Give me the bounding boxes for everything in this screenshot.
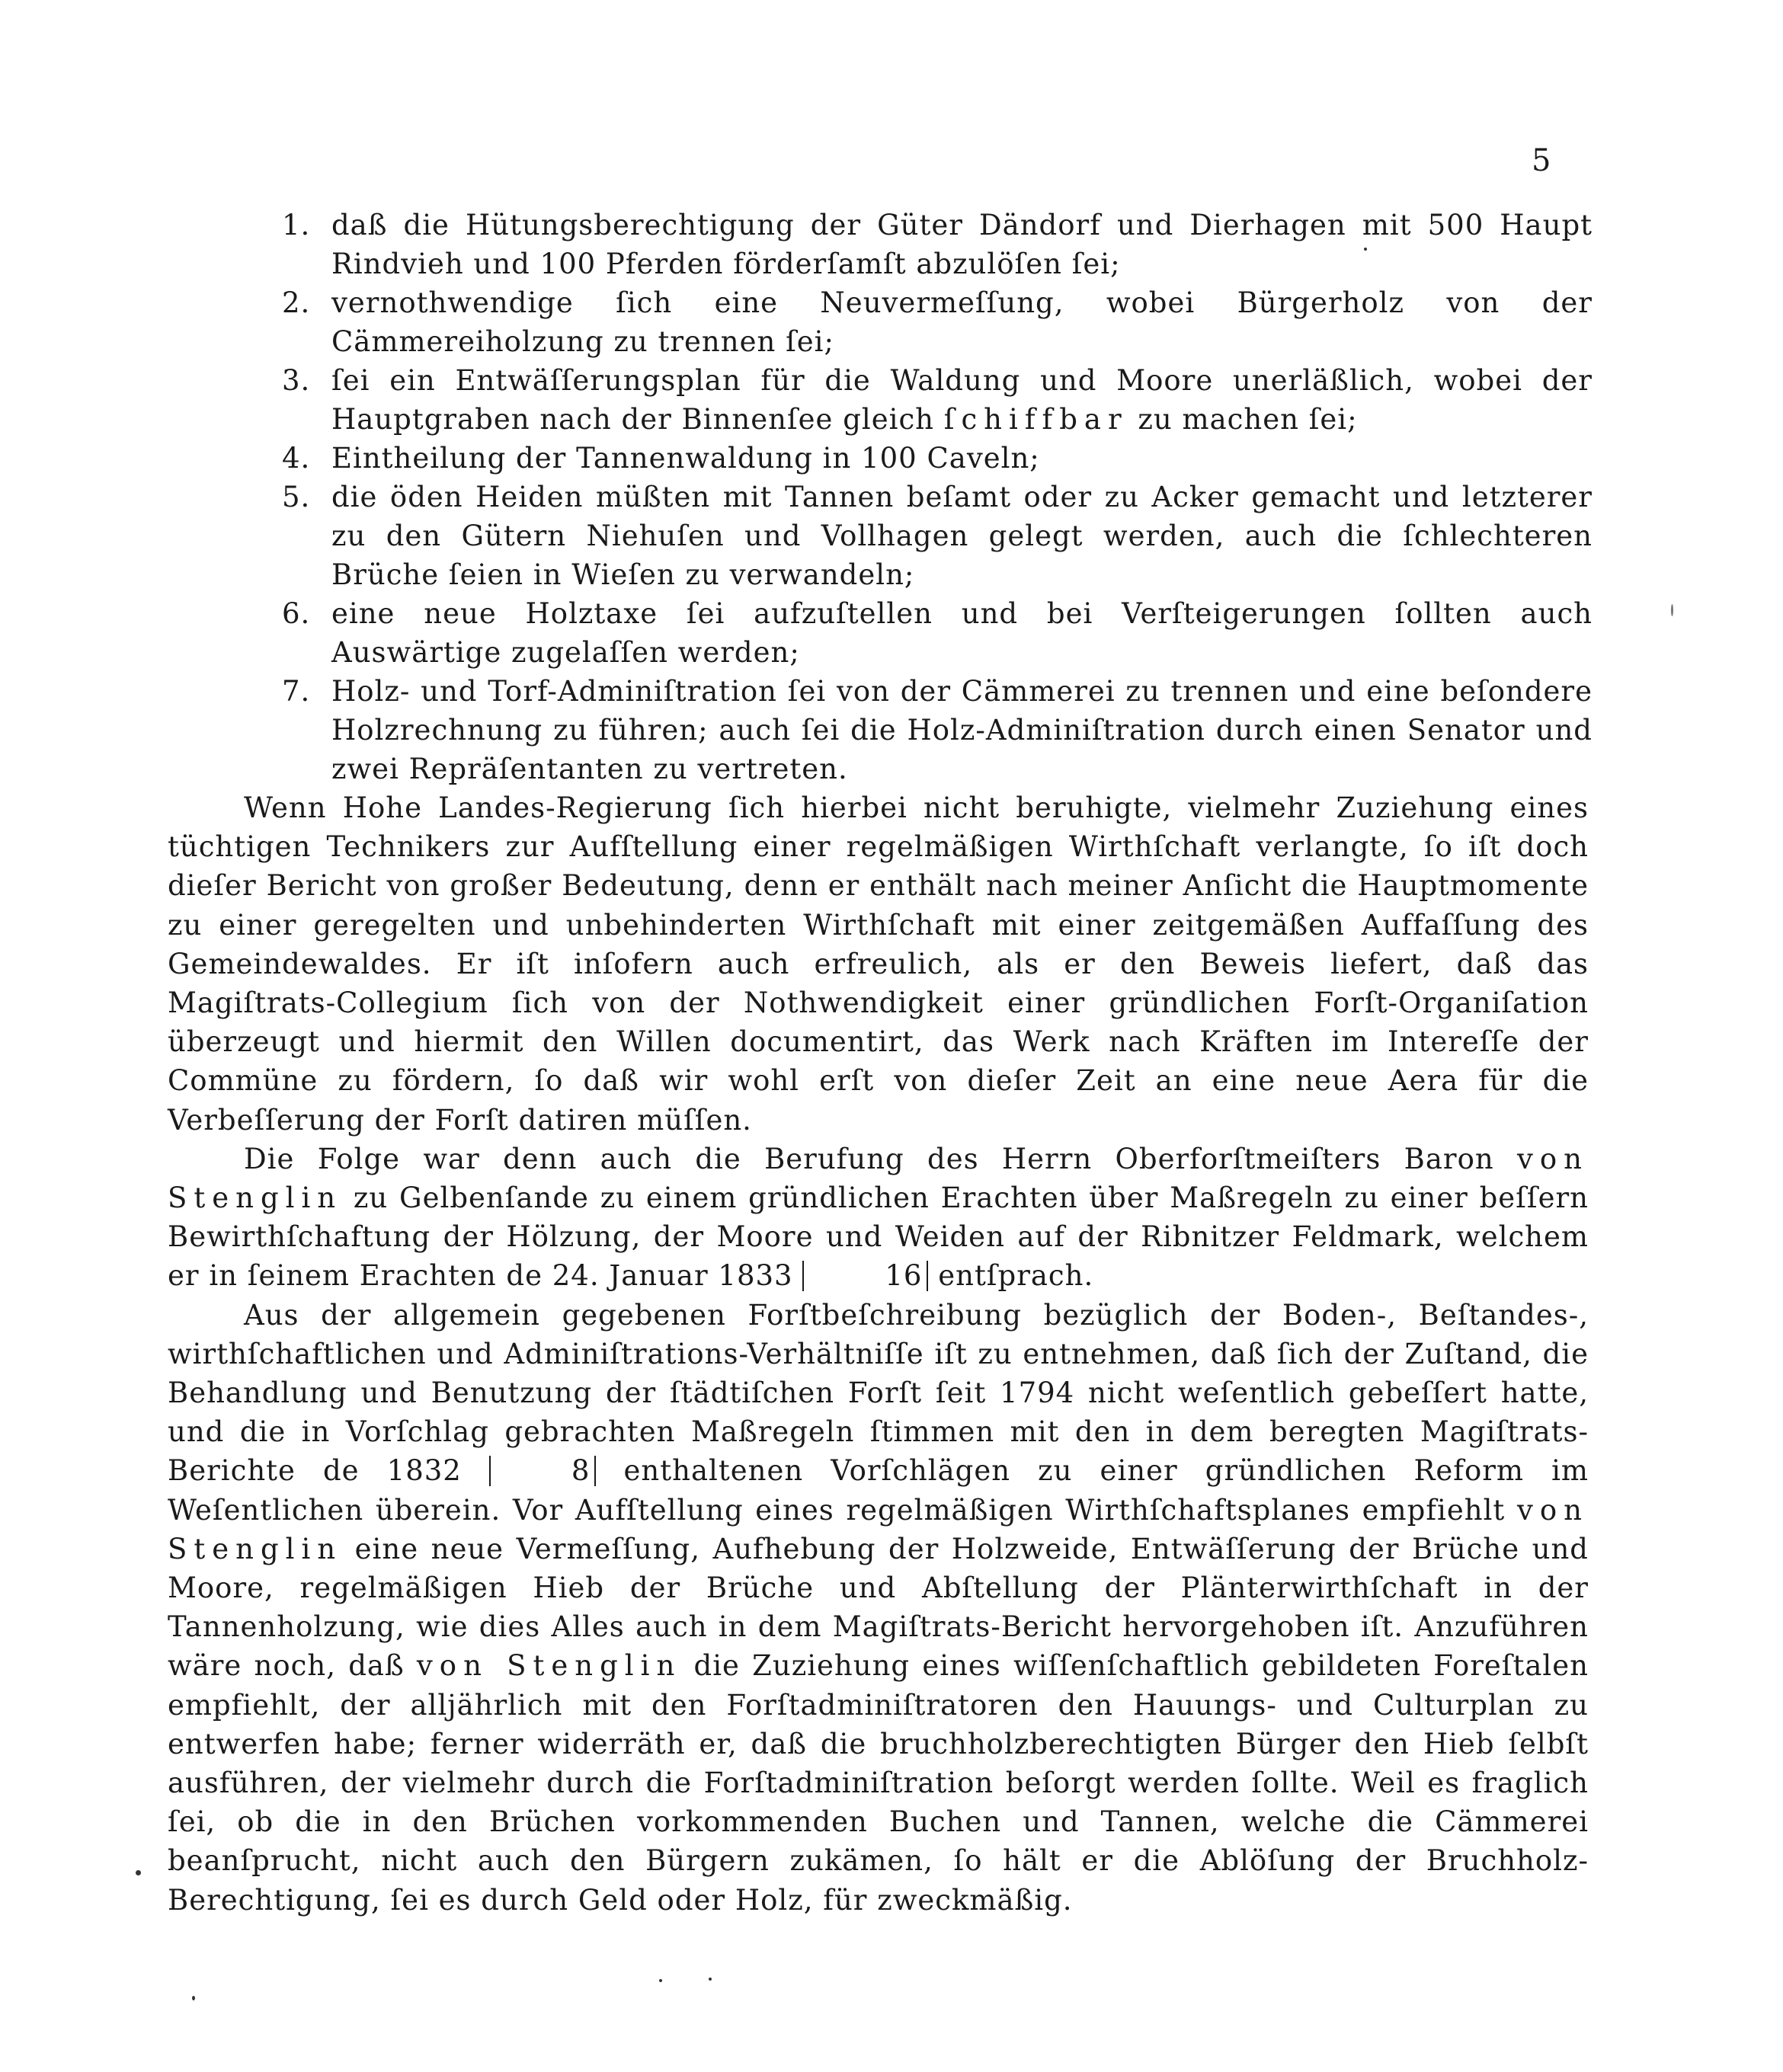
paragraph	[168, 1140, 1589, 1296]
list-item-number: 3.	[282, 364, 311, 397]
page-number: 5	[1532, 143, 1551, 178]
list-item-text	[331, 364, 1593, 436]
numbered-list	[282, 206, 1593, 788]
list-item-text: eine neue Holztaxe ſei aufzuſtellen und bei Verſteigerungen ſollten auch Auswärtige zugelaſſen werden;	[331, 597, 1593, 669]
paragraph-text-part: Aus der allgemein gegebenen Forſtbeſchreibung bezüglich der Boden-, Beſtandes-, wirthſchaftlichen und Adminiſtrations-Verhältniſſe iſt zu entnehmen, daß ſich der Zuſtand, die Behandlung und Benutzung der ſtädtiſchen Forſt ſeit 1794 nicht weſentlich gebeſſert hatte, und die in Vorſchlag gebrachten Maßregeln ſtimmen mit den in dem beregten Magiſtrats-Berichte de 1832	[168, 1298, 1589, 1488]
paragraph	[168, 1296, 1589, 1920]
paragraph-text-part: enthaltenen Vorſchlägen zu einer gründlichen Reform im Weſentlichen überein. Vor Aufſtellung eines regelmäßigen Wirthſchaftsplanes empfiehlt	[168, 1454, 1589, 1527]
paragraph: Wenn Hohe Landes-Regierung ſich hierbei nicht beruhigte, vielmehr Zuziehung eines tüchtigen Technikers zur Aufſtellung einer regelmäßigen Wirthſchaft verlangte, ſo iſt doch dieſer Bericht von großer Bedeutung, denn er enthält nach meiner Anſicht die Hauptmomente zu einer geregelten und unbehinderten Wirthſchaft mit einer zeitgemäßen Auffaſſung des Gemeindewaldes. Er iſt inſofern auch erfreulich, als er den Beweis liefert, daß das Magiſtrats-Collegium ſich von der Nothwendigkeit einer gründlichen Forſt-Organiſation überzeugt und hiermit den Willen documentirt, das Werk nach Kräften im Intereſſe der Commüne zu fördern, ſo daß wir wohl erſt von dieſer Zeit an eine neue Aera für die Verbeſſerung der Forſt datiren müſſen.	[168, 791, 1589, 1137]
list-item	[282, 594, 1593, 672]
paragraph-text-part: die Zuziehung eines wiſſenſchaftlich gebildeten Foreſtalen empfiehlt, der alljährlich mit den Forſtadminiſtratoren den Hauungs- und Culturplan zu entwerfen habe; ferner widerräth er, daß die bruchholzberechtigten Bürger den Hieb ſelbſt ausführen, der vielmehr durch die Forſtadminiſtration beſorgt werden ſollte. Weil es fraglich ſei, ob die in den Brüchen vorkommenden Buchen und Tannen, welche die Cämmerei beanſprucht, nicht auch den Bürgern zukämen, ſo hält er die Ablöſung der Bruchholz-Berechtigung, ſei es durch Geld oder Holz, für zweckmäßig.	[168, 1649, 1589, 1917]
paragraph-text-part: Die Folge war denn auch die Berufung des Herrn Oberforſtmeiſters Baron	[244, 1142, 1517, 1175]
paragraph-text-part: zu Gelbenſande zu einem gründlichen Erachten über Maßregeln zu einer beſſern Bewirthſchaftung der Hölzung, der Moore und Weiden auf der Ribnitzer Feldmark, welchem er in ſeinem Erachten de 24. Januar 1833	[168, 1181, 1589, 1293]
list-item-text-part: ſei ein Entwäſſerungsplan für die Waldung und Moore unerläßlich, wobei der Hauptgraben nach der Binnenſee gleich	[331, 364, 1593, 436]
scan-speck	[192, 1996, 195, 2000]
body-text	[168, 788, 1589, 1920]
list-item	[282, 439, 1593, 478]
scan-speck	[709, 1978, 712, 1981]
list-item-text-part: zu machen ſei;	[1128, 403, 1358, 436]
scan-speck	[1671, 604, 1673, 616]
paragraph-text-part: eine neue Vermeſſung, Aufhebung der Holzweide, Entwäſſerung der Brüche und Moore, regelmäßigen Hieb der Brüche und Abſtellung der Plänterwirthſchaft in der Tannenholzung, wie dies Alles auch in dem Magiſtrats-Bericht hervorgehoben iſt. Anzuführen wäre noch, daß	[168, 1532, 1589, 1683]
document-reference-number: 8	[489, 1456, 597, 1486]
list-item-number: 4.	[282, 442, 311, 475]
list-item-number: 7.	[282, 675, 311, 708]
scan-speck	[136, 1870, 141, 1875]
list-item	[282, 361, 1593, 439]
emphasized-word: ſchiffbar	[943, 403, 1128, 436]
list-item	[282, 672, 1593, 788]
list-item	[282, 283, 1593, 361]
list-item-number: 1.	[282, 209, 311, 241]
paragraph-text-part: entſprach.	[928, 1259, 1094, 1293]
list-item	[282, 206, 1593, 283]
document-reference-number: 16	[802, 1261, 928, 1291]
list-item-text: vernothwendige ſich eine Neuvermeſſung, wobei Bürgerholz von der Cämmereiholzung zu trennen ſei;	[331, 286, 1593, 358]
list-item-text: daß die Hütungsberechtigung der Güter Dändorf und Dierhagen mit 500 Haupt Rindvieh und 100 Pferden förderſamſt abzulöſen ſei;	[331, 209, 1593, 280]
list-item-number: 5.	[282, 481, 311, 513]
person-name: von Stenglin	[168, 1493, 1589, 1565]
list-item-text: die öden Heiden müßten mit Tannen beſamt oder zu Acker gemacht und letzterer zu den Gütern Niehuſen und Vollhagen gelegt werden, auch die ſchlechteren Brüche ſeien in Wieſen zu verwandeln;	[331, 481, 1593, 591]
person-name: von Stenglin	[168, 1142, 1589, 1215]
list-item	[282, 478, 1593, 594]
list-item-text: Eintheilung der Tannenwaldung in 100 Caveln;	[331, 442, 1040, 475]
list-item-number: 6.	[282, 597, 311, 630]
scan-speck	[1364, 248, 1367, 251]
scan-speck	[659, 1979, 662, 1982]
list-item-number: 2.	[282, 286, 311, 319]
person-name: von Stenglin	[416, 1649, 682, 1683]
list-item-text: Holz- und Torf-Adminiſtration ſei von der Cämmerei zu trennen und eine beſondere Holzrechnung zu führen; auch ſei die Holz-Adminiſtration durch einen Senator und zwei Repräſentanten zu vertreten.	[331, 675, 1593, 785]
